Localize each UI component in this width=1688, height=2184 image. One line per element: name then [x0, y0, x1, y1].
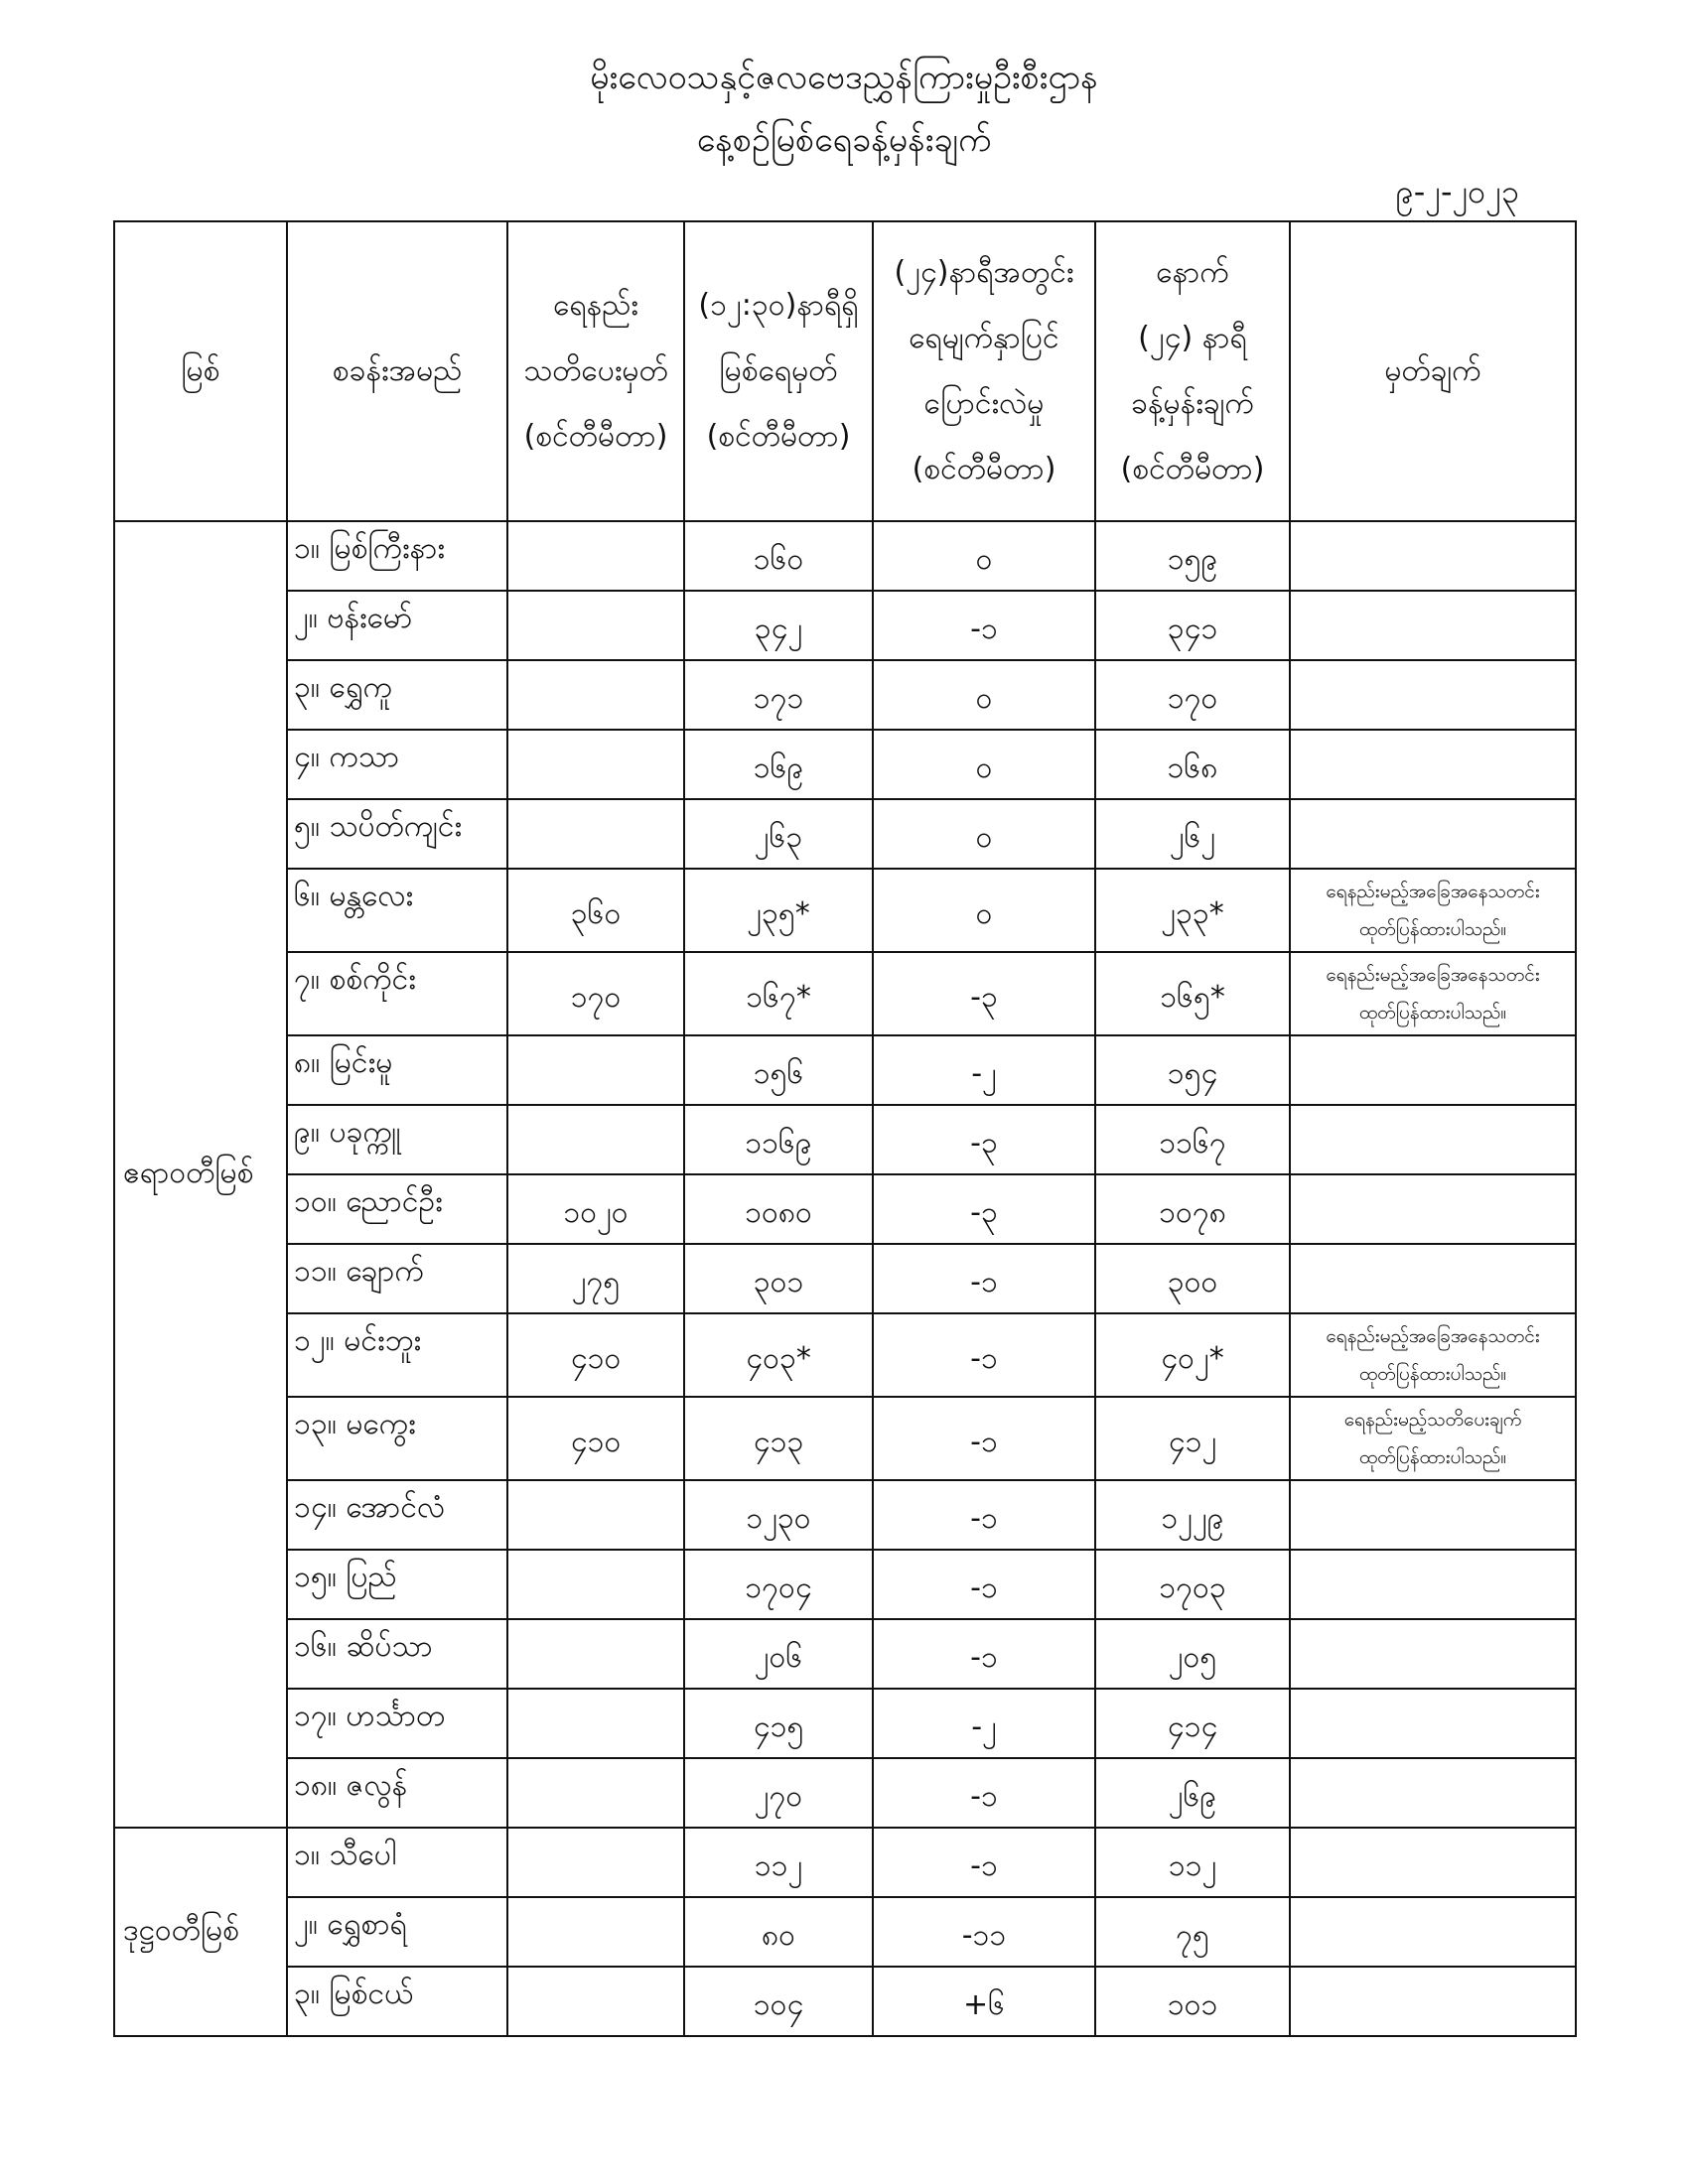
change-cell: ၀	[873, 799, 1095, 869]
remark-cell	[1290, 1619, 1576, 1689]
change-cell: -၃	[873, 1105, 1095, 1174]
danger-level-cell: ၄၁၀	[507, 1313, 684, 1397]
change-cell: -၁	[873, 1244, 1095, 1313]
remark-cell	[1290, 521, 1576, 591]
change-cell: -၂	[873, 1689, 1095, 1758]
forecast-cell: ၁၂၂၉	[1095, 1480, 1290, 1550]
remark-cell	[1290, 1035, 1576, 1105]
table-row	[114, 799, 1576, 869]
station-name-cell: ၁၁။ ချောက်	[287, 1244, 507, 1313]
station-name-cell: ၇။ စစ်ကိုင်း	[287, 952, 507, 1035]
station-name-cell: ၁၂။ မင်းဘူး	[287, 1313, 507, 1397]
danger-level-cell: ၃၆၀	[507, 869, 684, 952]
remark-line: ရေနည်းမည့်သတိပေးချက်	[1343, 1409, 1522, 1431]
observed-level-cell: ၁၂၃၀	[684, 1480, 873, 1550]
change-cell: -၁	[873, 1619, 1095, 1689]
forecast-cell: ၂၃၃*	[1095, 869, 1290, 952]
station-name-cell: ၁၄။ အောင်လံ	[287, 1480, 507, 1550]
observed-level-cell: ၁၇၀၄	[684, 1550, 873, 1619]
department-title: မိုးလေဝသနှင့်ဇလဗေဒညွှန်ကြားမှုဦးစီးဌာန	[590, 58, 1098, 97]
station-name-cell: ၁၆။ ဆိပ်သာ	[287, 1619, 507, 1689]
remark-cell	[1290, 1689, 1576, 1758]
forecast-cell: ၁၀၁	[1095, 1967, 1290, 2036]
remark-cell	[1290, 660, 1576, 730]
forecast-cell: ၁၇၀၃	[1095, 1550, 1290, 1619]
change-cell: -၂	[873, 1035, 1095, 1105]
remark-cell	[1290, 1105, 1576, 1174]
danger-level-cell	[507, 1480, 684, 1550]
forecast-cell: ၁၀၇၈	[1095, 1174, 1290, 1244]
col-forecast: နောက် (၂၄) နာရီ ခန့်မှန်းချက် (စင်တီမီတာ)	[1095, 221, 1290, 521]
table-row	[114, 869, 1576, 952]
observed-level-cell: ၄၀၃*	[684, 1313, 873, 1397]
table-row	[114, 1689, 1576, 1758]
danger-level-cell: ၄၁၀	[507, 1397, 684, 1480]
table-row	[114, 1244, 1576, 1313]
change-cell: -၁	[873, 591, 1095, 660]
danger-level-cell: ၁၀၂၀	[507, 1174, 684, 1244]
change-cell: -၃	[873, 1174, 1095, 1244]
change-cell: -၁	[873, 1397, 1095, 1480]
remark-cell	[1290, 799, 1576, 869]
change-cell: -၁	[873, 1758, 1095, 1828]
forecast-cell: ၂၆၂	[1095, 799, 1290, 869]
observed-level-cell: ၂၇၀	[684, 1758, 873, 1828]
river-forecast-table	[113, 220, 1577, 2037]
change-cell: ၀	[873, 521, 1095, 591]
forecast-cell: ၁၇၀	[1095, 660, 1290, 730]
forecast-cell: ၂၆၉	[1095, 1758, 1290, 1828]
forecast-cell: ၃၀၀	[1095, 1244, 1290, 1313]
remark-cell	[1290, 952, 1576, 1035]
station-name-cell: ၈။ မြင်းမူ	[287, 1035, 507, 1105]
col-24h-change: (၂၄)နာရီအတွင်း ရေမျက်နှာပြင် ပြောင်းလဲမှု (စင်တီမီတာ)	[873, 221, 1095, 521]
station-name-cell: ၅။ သပိတ်ကျင်း	[287, 799, 507, 869]
forecast-cell: ၇၅	[1095, 1897, 1290, 1967]
forecast-cell: ၄၀၂*	[1095, 1313, 1290, 1397]
station-name-cell: ၁။ မြစ်ကြီးနား	[287, 521, 507, 591]
remark-cell	[1290, 591, 1576, 660]
station-name-cell: ၂။ ဗန်းမော်	[287, 591, 507, 660]
remark-cell	[1290, 1397, 1576, 1480]
station-name-cell: ၆။ မန္တလေး	[287, 869, 507, 952]
table-row	[114, 660, 1576, 730]
observed-level-cell: ၁၁၂	[684, 1828, 873, 1897]
river-name-cell: ဧရာဝတီမြစ်	[114, 521, 287, 1828]
station-name-cell: ၁၈။ ဇလွန်	[287, 1758, 507, 1828]
col-river: မြစ်	[114, 221, 287, 521]
remark-cell	[1290, 869, 1576, 952]
danger-level-cell	[507, 521, 684, 591]
remark-cell	[1290, 1480, 1576, 1550]
change-cell: ၀	[873, 730, 1095, 799]
table-row	[114, 1967, 1576, 2036]
forecast-cell: ၁၆၅*	[1095, 952, 1290, 1035]
change-cell: -၃	[873, 952, 1095, 1035]
river-name-cell: ဒုဋ္ဌဝတီမြစ်	[114, 1828, 287, 2036]
table-row	[114, 1828, 1576, 1897]
remark-line: ထုတ်ပြန်ထားပါသည်။	[1358, 918, 1507, 940]
station-name-cell: ၂။ ရွှေစာရံ	[287, 1897, 507, 1967]
change-cell: -၁	[873, 1480, 1095, 1550]
table-row	[114, 1035, 1576, 1105]
station-name-cell: ၄။ ကသာ	[287, 730, 507, 799]
table-row	[114, 1758, 1576, 1828]
remark-line: ရေနည်းမည့်အခြေအနေသတင်း	[1326, 1325, 1540, 1347]
remark-cell	[1290, 1174, 1576, 1244]
col-remark: မှတ်ချက်	[1290, 221, 1576, 521]
station-name-cell: ၁။ သီပေါ	[287, 1828, 507, 1897]
header-row	[114, 221, 1576, 521]
station-name-cell: ၁၇။ ဟင်္သာတ	[287, 1689, 507, 1758]
station-name-cell: ၃။ မြစ်ငယ်	[287, 1967, 507, 2036]
danger-level-cell	[507, 1550, 684, 1619]
observed-level-cell: ၂၀၆	[684, 1619, 873, 1689]
col-danger-level: ရေနည်း သတိပေးမှတ် (စင်တီမီတာ)	[507, 221, 684, 521]
station-name-cell: ၉။ ပခုက္ကူ	[287, 1105, 507, 1174]
observed-level-cell: ၈၀	[684, 1897, 873, 1967]
remark-cell	[1290, 1897, 1576, 1967]
observed-level-cell: ၁၁၆၉	[684, 1105, 873, 1174]
station-name-cell: ၁၃။ မကွေး	[287, 1397, 507, 1480]
change-cell: +၆	[873, 1967, 1095, 2036]
observed-level-cell: ၁၀၈၀	[684, 1174, 873, 1244]
danger-level-cell: ၁၇၀	[507, 952, 684, 1035]
table-row	[114, 1550, 1576, 1619]
change-cell: -၁	[873, 1550, 1095, 1619]
observed-level-cell: ၁၆၇*	[684, 952, 873, 1035]
station-name-cell: ၁၀။ ညောင်ဦး	[287, 1174, 507, 1244]
observed-level-cell: ၁၇၁	[684, 660, 873, 730]
col-station: စခန်းအမည်	[287, 221, 507, 521]
remark-cell	[1290, 1967, 1576, 2036]
danger-level-cell	[507, 1828, 684, 1897]
table-row	[114, 521, 1576, 591]
table-row	[114, 1105, 1576, 1174]
danger-level-cell	[507, 1758, 684, 1828]
station-name-cell: ၁၅။ ပြည်	[287, 1550, 507, 1619]
table-row	[114, 591, 1576, 660]
remark-cell	[1290, 1550, 1576, 1619]
danger-level-cell	[507, 799, 684, 869]
danger-level-cell	[507, 660, 684, 730]
danger-level-cell: ၂၇၅	[507, 1244, 684, 1313]
change-cell: ၀	[873, 869, 1095, 952]
remark-cell	[1290, 730, 1576, 799]
observed-level-cell: ၁၀၄	[684, 1967, 873, 2036]
danger-level-cell	[507, 1619, 684, 1689]
remark-line: ရေနည်းမည့်အခြေအနေသတင်း	[1326, 881, 1540, 902]
forecast-cell: ၁၁၂	[1095, 1828, 1290, 1897]
change-cell: ၀	[873, 660, 1095, 730]
table-row	[114, 1619, 1576, 1689]
change-cell: -၁	[873, 1313, 1095, 1397]
observed-level-cell: ၁၆၀	[684, 521, 873, 591]
forecast-cell: ၁၅၄	[1095, 1035, 1290, 1105]
observed-level-cell: ၁၅၆	[684, 1035, 873, 1105]
danger-level-cell	[507, 1897, 684, 1967]
remark-cell	[1290, 1758, 1576, 1828]
danger-level-cell	[507, 1967, 684, 2036]
station-name-cell: ၃။ ရွှေကူ	[287, 660, 507, 730]
forecast-cell: ၃၄၁	[1095, 591, 1290, 660]
danger-level-cell	[507, 730, 684, 799]
forecast-cell: ၁၆၈	[1095, 730, 1290, 799]
remark-cell	[1290, 1828, 1576, 1897]
observed-level-cell: ၄၁၅	[684, 1689, 873, 1758]
document-title: နေ့စဉ်မြစ်ရေခန့်မှန်းချက်	[696, 120, 992, 160]
table-row	[114, 1174, 1576, 1244]
table-row	[114, 1313, 1576, 1397]
forecast-cell: ၂၀၅	[1095, 1619, 1290, 1689]
observed-level-cell: ၂၃၅*	[684, 869, 873, 952]
danger-level-cell	[507, 591, 684, 660]
observed-level-cell: ၃၄၂	[684, 591, 873, 660]
remark-line: ရေနည်းမည့်အခြေအနေသတင်း	[1326, 964, 1540, 986]
observed-level-cell: ၃၀၁	[684, 1244, 873, 1313]
remark-line: ထုတ်ပြန်ထားပါသည်။	[1358, 1002, 1507, 1024]
report-date: ၉-၂-၂၀၂၃	[1395, 173, 1519, 210]
table-row	[114, 1397, 1576, 1480]
remark-line: ထုတ်ပြန်ထားပါသည်။	[1358, 1446, 1507, 1468]
table-row	[114, 730, 1576, 799]
forecast-cell: ၄၁၂	[1095, 1397, 1290, 1480]
forecast-cell: ၄၁၄	[1095, 1689, 1290, 1758]
remark-cell	[1290, 1244, 1576, 1313]
remark-line: ထုတ်ပြန်ထားပါသည်။	[1358, 1363, 1507, 1385]
table-row	[114, 1480, 1576, 1550]
change-cell: -၁၁	[873, 1897, 1095, 1967]
col-observed-level: (၁၂:၃၀)နာရီရှိ မြစ်ရေမှတ် (စင်တီမီတာ)	[684, 221, 873, 521]
table-body	[114, 521, 1576, 2036]
forecast-cell: ၁၅၉	[1095, 521, 1290, 591]
danger-level-cell	[507, 1689, 684, 1758]
change-cell: -၁	[873, 1828, 1095, 1897]
observed-level-cell: ၄၁၃	[684, 1397, 873, 1480]
table-row	[114, 1897, 1576, 1967]
forecast-cell: ၁၁၆၇	[1095, 1105, 1290, 1174]
observed-level-cell: ၂၆၃	[684, 799, 873, 869]
table-row	[114, 952, 1576, 1035]
observed-level-cell: ၁၆၉	[684, 730, 873, 799]
danger-level-cell	[507, 1035, 684, 1105]
remark-cell	[1290, 1313, 1576, 1397]
danger-level-cell	[507, 1105, 684, 1174]
